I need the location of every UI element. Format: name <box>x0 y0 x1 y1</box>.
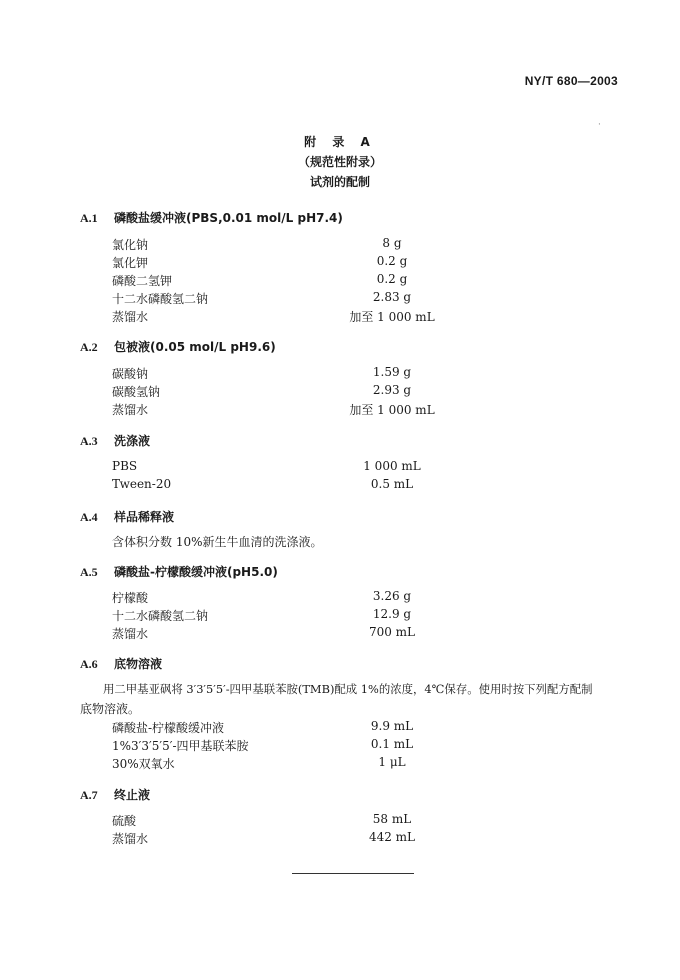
reagent-name: 碳酸氢钠 <box>112 385 161 399</box>
section-heading <box>80 655 162 672</box>
reagent-amount: 1 μL <box>378 755 406 769</box>
reagent-row <box>112 383 452 401</box>
reagent-row <box>112 607 452 625</box>
section-title: 洗涤液 <box>114 434 151 448</box>
reagent-name: 磷酸二氢钾 <box>112 274 173 288</box>
reagent-row <box>112 308 452 326</box>
reagent-row <box>112 477 452 495</box>
section-number: A.3 <box>80 434 98 448</box>
section-title: 样品稀释液 <box>114 510 175 524</box>
reagent-row <box>112 719 452 737</box>
section-text: 用二甲基亚砜将 3′3′5′5′-四甲基联苯胺(TMB)配成 1%的浓度，4℃保存。使用时按下列配方配制 <box>103 682 593 696</box>
reagent-row <box>112 290 452 308</box>
reagent-row <box>112 589 452 607</box>
reagent-amount: 0.5 mL <box>370 477 414 491</box>
reagent-amount: 2.93 g <box>372 383 412 397</box>
reagent-amount: 8 g <box>382 236 402 250</box>
reagent-amount: 0.2 g <box>376 254 408 268</box>
section-title: 磷酸盐缓冲液(PBS,0.01 mol/L pH7.4) <box>114 211 343 225</box>
reagent-row <box>112 459 452 477</box>
section-number: A.2 <box>80 340 98 354</box>
reagent-name: 蒸馏水 <box>112 627 149 641</box>
section-title: 磷酸盐-柠檬酸缓冲液(pH5.0) <box>114 565 278 579</box>
reagent-name: 十二水磷酸氢二钠 <box>112 609 209 623</box>
section-heading <box>80 786 150 803</box>
reagent-amount: 58 mL <box>372 812 412 826</box>
reagent-row <box>112 236 452 254</box>
reagent-amount: 加至 1 000 mL <box>349 310 435 324</box>
reagent-name: 氯化钠 <box>112 238 149 252</box>
reagent-row <box>112 755 452 773</box>
section-heading <box>80 563 278 580</box>
reagent-name: 1%3′3′5′5′-四甲基联苯胺 <box>112 739 249 753</box>
section-number: A.6 <box>80 657 98 671</box>
reagent-name: 柠檬酸 <box>112 591 149 605</box>
reagent-amount: 12.9 g <box>372 607 412 621</box>
section-title: 包被液(0.05 mol/L pH9.6) <box>114 340 276 354</box>
reagent-amount: 700 mL <box>368 625 416 639</box>
reagent-name: 蒸馏水 <box>112 403 149 417</box>
reagent-amount: 3.26 g <box>372 589 412 603</box>
reagent-row <box>112 254 452 272</box>
reagent-amount: 0.2 g <box>376 272 408 286</box>
appendix-type: （规范性附录） <box>297 155 382 169</box>
section-title: 终止液 <box>114 788 151 802</box>
reagent-row <box>112 365 452 383</box>
reagent-name: 蒸馏水 <box>112 832 149 846</box>
scan-speck: · <box>598 120 601 130</box>
reagent-name: 硫酸 <box>112 814 137 828</box>
appendix-title-block <box>0 132 680 192</box>
reagent-amount: 加至 1 000 mL <box>349 403 435 417</box>
reagent-name: 蒸馏水 <box>112 310 149 324</box>
reagent-row <box>112 737 452 755</box>
reagent-name: PBS <box>112 459 138 473</box>
end-rule <box>292 873 414 874</box>
section-text: 含体积分数 10%新生牛血清的洗涤液。 <box>112 535 323 549</box>
section-heading <box>80 508 174 525</box>
section-number: A.7 <box>80 788 98 802</box>
section-number: A.1 <box>80 211 98 225</box>
section-text: 底物溶液。 <box>80 702 141 716</box>
reagent-amount: 9.9 mL <box>370 719 414 733</box>
appendix-name: 试剂的配制 <box>309 175 370 189</box>
reagent-row <box>112 401 452 419</box>
section-number: A.5 <box>80 565 98 579</box>
reagent-name: 氯化钾 <box>112 256 149 270</box>
reagent-name: 磷酸盐-柠檬酸缓冲液 <box>112 721 225 735</box>
section-title: 底物溶液 <box>114 657 163 671</box>
section-heading <box>80 338 276 355</box>
reagent-amount: 1 000 mL <box>363 459 421 473</box>
reagent-row <box>112 830 452 848</box>
reagent-row <box>112 625 452 643</box>
reagent-name: 30%双氧水 <box>112 757 175 771</box>
reagent-name: 碳酸钠 <box>112 367 149 381</box>
section-heading <box>80 432 150 449</box>
reagent-amount: 1.59 g <box>372 365 412 379</box>
section-number: A.4 <box>80 510 98 524</box>
appendix-label: 附 录 A <box>304 135 376 149</box>
reagent-row <box>112 812 452 830</box>
reagent-name: Tween-20 <box>112 477 172 491</box>
reagent-amount: 0.1 mL <box>370 737 414 751</box>
standard-code: NY/T 680—2003 <box>524 74 618 88</box>
reagent-amount: 442 mL <box>368 830 416 844</box>
reagent-amount: 2.83 g <box>372 290 412 304</box>
section-heading <box>80 209 343 226</box>
reagent-row <box>112 272 452 290</box>
reagent-name: 十二水磷酸氢二钠 <box>112 292 209 306</box>
